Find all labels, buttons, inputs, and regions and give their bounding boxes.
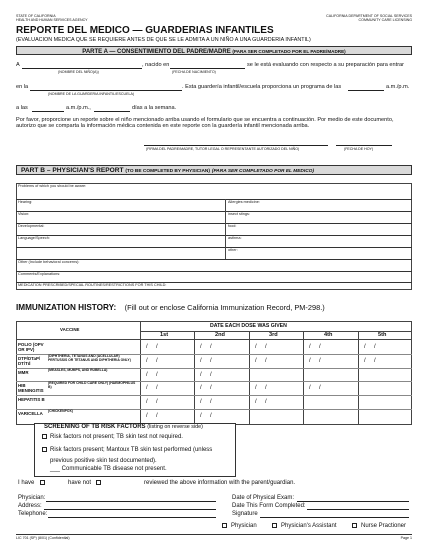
review-statement: reviewed the above information with the parent/guardian. — [144, 480, 296, 486]
physician-assistant-label: Physician's Assistant — [281, 523, 337, 529]
dose-2nd-header: 2nd — [215, 332, 225, 338]
dose-date-slot[interactable]: / / — [309, 358, 321, 364]
vision-label: Vision: — [18, 212, 30, 216]
immunization-note: (Fill out or enclose California Immunization Record, PM-298.) — [124, 303, 325, 312]
tb-risk-present-checkbox[interactable] — [42, 447, 47, 452]
immunization-header — [16, 297, 325, 315]
vaccine-name: MMR — [18, 370, 29, 375]
signature-caption: (FIRMA DEL PADRE/MADRE, TUTOR LEGAL O REPRESENTANTE AUTORIZADO DEL NIÑO) — [146, 147, 300, 151]
medication-label: MEDICATION PRESCRIBED/SPECIAL ROUTINES/RESTRICTIONS FOR THIS CHILD: — [18, 283, 167, 287]
vaccine-name: VARICELLA — [18, 411, 43, 416]
other-allergy-label: other: — [228, 248, 238, 252]
dose-date-slot[interactable]: / / — [364, 344, 376, 350]
vaccine-column-header: VACCINE — [60, 327, 80, 332]
vaccine-name: DTP/DTaP/ DT/Td — [18, 356, 41, 366]
dose-date-slot[interactable]: / / — [146, 344, 158, 350]
birth-date-caption: (FECHA DE NACIMIENTO) — [172, 70, 216, 74]
state-line-1: STATE OF CALIFORNIA — [16, 14, 56, 18]
form-subtitle: (EVALUACION MEDICA QUE SE REQUIERE ANTES DE QUE SE LE ADMITA A UN NIÑO A UNA GUARDERIA INFANTIL) — [16, 37, 311, 43]
have-checkbox[interactable] — [40, 480, 45, 485]
physician-signature-field[interactable] — [260, 517, 409, 518]
parent-signature-field[interactable] — [144, 145, 328, 146]
other-concerns-label: Other (Include behavioral concerns): — [18, 260, 80, 264]
dose-date-slot[interactable]: / / — [309, 385, 321, 391]
dose-date-slot[interactable]: / / — [200, 385, 212, 391]
part-b-note-es: (PARA SER COMPLETADO POR EL MEDICO) — [211, 169, 315, 174]
part-b-note-en: (TO BE COMPLETED BY PHYSICIAN) — [125, 169, 210, 174]
line1-prefix: A — [16, 62, 20, 68]
dose-3rd-header: 3rd — [269, 332, 278, 338]
physician-name-field[interactable] — [46, 501, 216, 502]
insect-stings-label: insect stings: — [228, 212, 250, 216]
school-name-caption: (NOMBRE DE LA GUARDERIA INFANTIL/ESCUELA) — [48, 92, 135, 96]
tb-heading-note: (listing on reverse side) — [147, 424, 203, 430]
vaccine-name: POLIO (OPV OR IPV) — [18, 342, 44, 352]
part-a-bar — [16, 46, 412, 55]
birth-date-field[interactable] — [170, 68, 245, 69]
dose-date-slot[interactable]: / / — [146, 372, 158, 378]
part-a-note: (PARA SER COMPLETADO POR EL PADRE/MADRE) — [232, 49, 346, 54]
dose-date-slot[interactable]: / / — [200, 358, 212, 364]
dose-date-slot[interactable]: / / — [255, 385, 267, 391]
program-end-field[interactable] — [32, 111, 64, 112]
page-number: Page 1 — [400, 536, 412, 540]
tb-option-2b: previous positive skin test documented). — [50, 458, 157, 464]
physician-label: Physician: — [18, 495, 46, 501]
dose-date-slot[interactable]: / / — [200, 399, 212, 405]
dose-date-slot[interactable]: / / — [146, 399, 158, 405]
days-per-week-field[interactable] — [94, 111, 130, 112]
asthma-label: asthma: — [228, 236, 242, 240]
address-label: Address: — [18, 503, 42, 509]
line1-mid: , nacido en — [142, 62, 170, 68]
language-speech-label: Language/Speech: — [18, 236, 50, 240]
dose-date-slot[interactable]: / / — [200, 413, 212, 419]
line3-suffix: días a la semana. — [132, 105, 177, 111]
vaccine-name: HEPATITIS B — [18, 397, 45, 402]
exam-date-label: Date of Physical Exam: — [232, 495, 295, 501]
tb-option-2c: ___ Communicable TB disease not present. — [50, 466, 167, 472]
tb-header — [44, 424, 203, 430]
tb-heading: SCREENING OF TB RISK FACTORS — [44, 424, 146, 430]
allergies-medicine-label: Allergies:medicine: — [228, 200, 260, 204]
child-name-field[interactable] — [22, 68, 142, 69]
signature-label: Signature — [232, 511, 258, 517]
dose-5th-header: 5th — [378, 332, 387, 338]
form-title: REPORTE DEL MEDICO — GUARDERIAS INFANTILES — [16, 25, 274, 36]
dose-date-slot[interactable]: / / — [146, 358, 158, 364]
comments-label: Comments/Explanations: — [18, 272, 61, 276]
tb-option-1: Risk factors not present; TB skin test not required. — [50, 434, 183, 440]
form-date-field[interactable] — [307, 509, 409, 510]
dept-line-1: CALIFORNIA DEPARTMENT OF SOCIAL SERVICES — [326, 14, 412, 18]
vaccine-note: (REQUIRED FOR CHILD CARE ONLY) (HAEMOPHILUS B) — [48, 381, 136, 389]
problems-label: Problems of which you should be aware: — [18, 184, 87, 188]
dose-1st-header: 1st — [160, 332, 169, 338]
tb-option-2a: Risk factors present; Mantoux TB skin test performed (unless — [50, 447, 213, 453]
program-start-field[interactable] — [348, 90, 384, 91]
tb-risk-absent-checkbox[interactable] — [42, 434, 47, 439]
today-date-caption: (FECHA DE HOY) — [344, 147, 374, 151]
dose-date-slot[interactable]: / / — [200, 344, 212, 350]
school-name-field[interactable] — [30, 90, 182, 91]
have-not-label: have not — [68, 480, 92, 486]
form-date-label: Date This Form Completed: — [232, 503, 306, 509]
food-allergy-label: food: — [228, 224, 237, 228]
dose-date-slot[interactable]: / / — [255, 358, 267, 364]
part-b-bar — [16, 165, 412, 175]
dose-date-slot[interactable]: / / — [200, 372, 212, 378]
vaccine-note: (DIPHTHERIA, TETANUS AND (ACELLULAR) PERTUSSIS OR TETANUS AND DIPHTHERIA ONLY) — [48, 354, 131, 362]
child-name-caption: (NOMBRE DEL NIÑO(A)) — [58, 70, 99, 74]
dose-date-slot[interactable]: / / — [146, 413, 158, 419]
dose-4th-header: 4th — [324, 332, 333, 338]
line2-mid: . Esta guardería infantil/escuela proporciona un programa de las — [182, 84, 342, 90]
department-header — [326, 14, 412, 22]
dose-date-slot[interactable]: / / — [309, 344, 321, 350]
vaccine-name: HIB MENINGITIS — [18, 383, 44, 393]
state-line-2: HEALTH AND HUMAN SERVICES AGENCY — [16, 18, 88, 23]
dose-date-slot[interactable]: / / — [146, 385, 158, 391]
dose-date-slot[interactable]: / / — [364, 358, 376, 364]
physician-role-checkbox[interactable] — [222, 523, 227, 528]
telephone-label: Telephone: — [18, 511, 48, 517]
line3-mid: a.m./p.m., — [66, 105, 91, 111]
vaccine-note: (CHICKENPOX) — [48, 409, 73, 413]
line3-prefix: a las — [16, 105, 28, 111]
nurse-practitioner-checkbox[interactable] — [352, 523, 357, 528]
form-id: LIC 701 (SP) (8/01) (Confidential) — [16, 536, 70, 540]
physician-assistant-checkbox[interactable] — [272, 523, 277, 528]
physician-role-label: Physician — [231, 523, 257, 529]
dose-date-slot[interactable]: / / — [255, 399, 267, 405]
line1-suffix: se le está evaluando con respecto a su preparación para entrar — [247, 62, 405, 68]
dose-date-slot[interactable]: / / — [255, 344, 267, 350]
part-b-heading: PART B – PHYSICIAN'S REPORT — [21, 167, 124, 174]
line2-prefix: en la — [16, 84, 29, 90]
i-have-label: I have — [18, 480, 35, 486]
dept-line-2: COMMUNITY CARE LICENSING — [358, 18, 412, 23]
today-date-field[interactable] — [336, 145, 392, 146]
nurse-practitioner-label: Nurse Practioner — [361, 523, 407, 529]
consent-paragraph: Por favor, proporcione un reporte sobre el niño mencionado arriba usando el formulario que se encuentra a continuación. Por medio de este documento, autorizo que se comparta la información médica contenida en este reporte con la guardería infantil mencionada arriba. — [16, 117, 394, 130]
address-field[interactable] — [44, 509, 216, 510]
hearing-label: Hearing: — [18, 200, 33, 204]
state-header — [16, 14, 88, 22]
part-a-heading: PARTE A — CONSENTIMIENTO DEL PADRE/MADRE — [82, 49, 231, 55]
immunization-heading: IMMUNIZATION HISTORY: — [16, 303, 117, 312]
date-column-group-header: DATE EACH DOSE WAS GIVEN — [210, 323, 287, 329]
telephone-field[interactable] — [48, 517, 216, 518]
exam-date-field[interactable] — [297, 501, 409, 502]
line2-suffix: a.m./p.m. — [386, 84, 410, 90]
have-not-checkbox[interactable] — [96, 480, 101, 485]
vaccine-note: (MEASLES, MUMPS, AND RUBELLA) — [48, 368, 108, 372]
developmental-label: Developmental: — [18, 224, 45, 228]
